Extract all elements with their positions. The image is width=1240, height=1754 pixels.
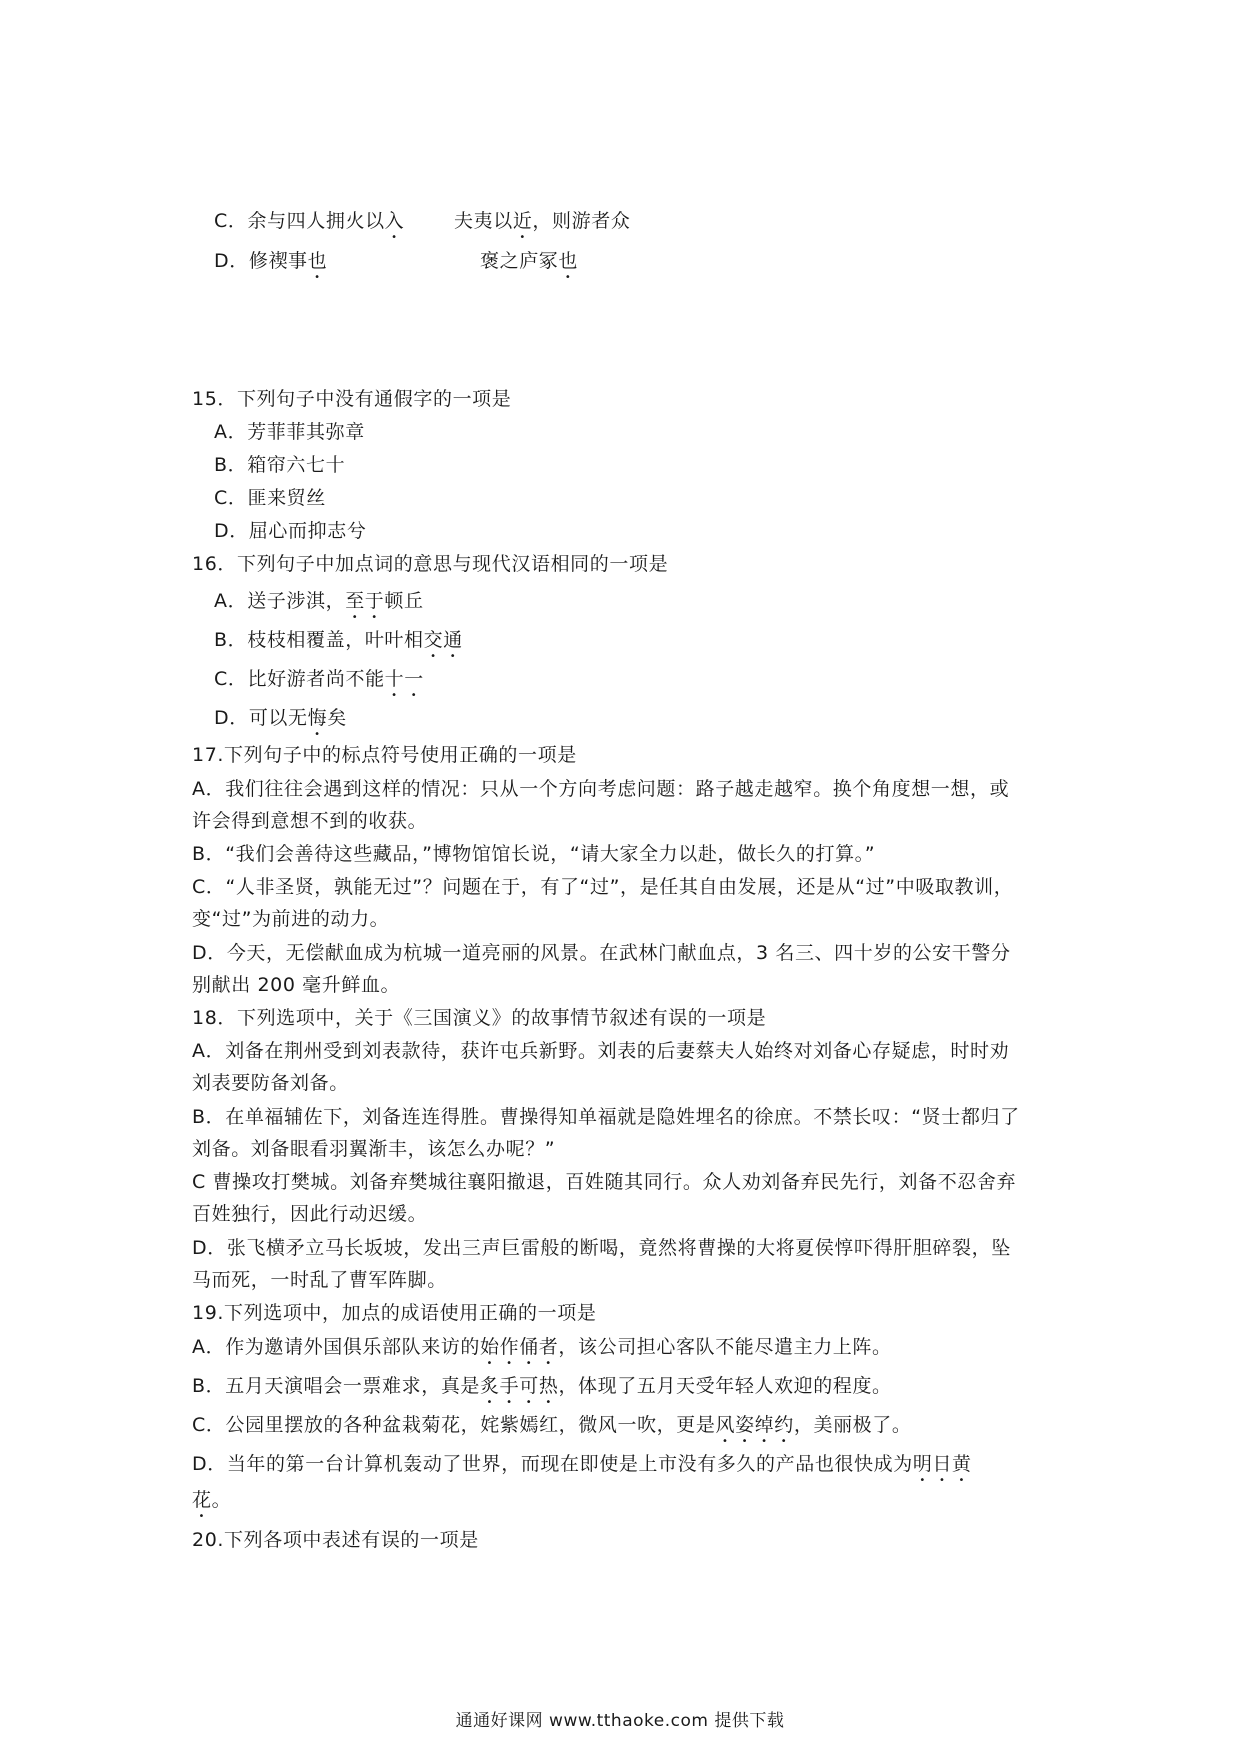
emphasis-word: 也 [307, 250, 328, 272]
q17-option-d-line2: 别献出 200 毫升鲜血。 [192, 974, 401, 996]
q18-stem: 18．下列选项中，关于《三国演义》的故事情节叙述有误的一项是 [192, 1007, 767, 1029]
emphasis-word: 也 [558, 250, 579, 272]
q18-option-b-line2: 刘备。刘备眼看羽翼渐丰，该怎么办呢？” [192, 1138, 556, 1160]
emphasis-word: 入 [384, 210, 405, 232]
q18-option-c-line1: C 曹操攻打樊城。刘备弃樊城往襄阳撤退，百姓随其同行。众人劝刘备弃民先行，刘备不忍舍弃 [192, 1171, 1017, 1193]
q15-option-d: D．屈心而抑志兮 [214, 520, 367, 542]
page-footer: 通通好课网 www.tthaoke.com 提供下载 [455, 1711, 785, 1731]
q18-option-d-line1: D．张飞横矛立马长坂坡，发出三声巨雷般的断喝，竟然将曹操的大将夏侯惇吓得肝胆碎裂，坠 [192, 1237, 1011, 1259]
q17-option-c-line2: 变“过”为前进的动力。 [192, 908, 390, 930]
q14-option-d: D．修禊事也 褒之庐冢也 [214, 248, 327, 283]
q17-option-c-line1: C．“人非圣贤，孰能无过”？问题在于，有了“过”，是任其自由发展，还是从“过”中吸取教训， [192, 876, 1014, 898]
q15-option-a: A．芳菲菲其弥章 [214, 421, 365, 443]
emphasis-word: 悔 [307, 707, 328, 729]
q18-option-a-line2: 刘表要防备刘备。 [192, 1072, 349, 1094]
q17-stem: 17.下列句子中的标点符号使用正确的一项是 [192, 744, 577, 766]
q18-option-d-line2: 马而死，一时乱了曹军阵脚。 [192, 1269, 447, 1291]
q14-option-c-right: 夫夷以近，则游者众 [454, 210, 631, 232]
q17-option-a-line1: A．我们往往会遇到这样的情况：只从一个方向考虑问题：路子越走越窄。换个角度想一想，或 [192, 778, 1010, 800]
emphasis-word: 花 [192, 1489, 212, 1511]
emphasis-word: 炙手可热 [480, 1375, 559, 1397]
q19-option-c: C．公园里摆放的各种盆栽菊花，姹紫嫣红，微风一吹，更是风姿绰约，美丽极了。 [192, 1414, 912, 1436]
emphasis-word: 近 [512, 210, 533, 232]
q16-option-a: A．送子涉淇，至于顿丘 [214, 590, 424, 612]
q16-option-b: B．枝枝相覆盖，叶叶相交通 [214, 629, 463, 651]
q17-option-a-line2: 许会得到意想不到的收获。 [192, 810, 428, 832]
q16-option-d: D．可以无悔矣 [214, 707, 347, 729]
emphasis-word: 交通 [423, 629, 463, 651]
q19-option-d-line1: D．当年的第一台计算机轰动了世界，而现在即使是上市没有多久的产品也很快成为明日黄 [192, 1453, 972, 1475]
q16-option-c: C．比好游者尚不能十一 [214, 668, 424, 690]
q19-option-b: B．五月天演唱会一票难求，真是炙手可热，体现了五月天受年轻人欢迎的程度。 [192, 1375, 892, 1397]
q17-option-b: B．“我们会善待这些藏品，”博物馆馆长说，“请大家全力以赴，做长久的打算。” [192, 843, 876, 865]
q18-option-c-line2: 百姓独行，因此行动迟缓。 [192, 1203, 428, 1225]
q19-stem: 19.下列选项中，加点的成语使用正确的一项是 [192, 1302, 597, 1324]
q20-stem: 20.下列各项中表述有误的一项是 [192, 1529, 479, 1551]
q15-option-b: B．箱帘六七十 [214, 454, 346, 476]
emphasis-word: 至于 [345, 590, 385, 612]
emphasis-word: 十一 [384, 668, 424, 690]
q15-stem: 15．下列句子中没有通假字的一项是 [192, 388, 512, 410]
q17-option-d-line1: D．今天，无偿献血成为杭城一道亮丽的风景。在武林门献血点，3 名三、四十岁的公安干警分 [192, 942, 1011, 964]
q14-option-d-right: 褒之庐冢也 [480, 250, 579, 272]
q19-option-d-line2: 花。 [192, 1489, 232, 1511]
emphasis-word: 始作俑者 [480, 1336, 559, 1358]
q18-option-a-line1: A．刘备在荆州受到刘表款待，获许屯兵新野。刘表的后妻蔡夫人始终对刘备心存疑虑，时时劝 [192, 1040, 1010, 1062]
emphasis-word: 风姿绰约 [715, 1414, 794, 1436]
q19-option-a: A．作为邀请外国俱乐部队来访的始作俑者，该公司担心客队不能尽遣主力上阵。 [192, 1336, 892, 1358]
emphasis-word: 明日黄 [912, 1453, 972, 1475]
q14-option-c: C．余与四人拥火以入 夫夷以近，则游者众 [214, 208, 404, 243]
q18-option-b-line1: B．在单福辅佐下，刘备连连得胜。曹操得知单福就是隐姓埋名的徐庶。不禁长叹：“贤士都归了 [192, 1106, 1020, 1128]
q15-option-c: C．匪来贸丝 [214, 487, 326, 509]
q16-stem: 16．下列句子中加点词的意思与现代汉语相同的一项是 [192, 553, 669, 575]
